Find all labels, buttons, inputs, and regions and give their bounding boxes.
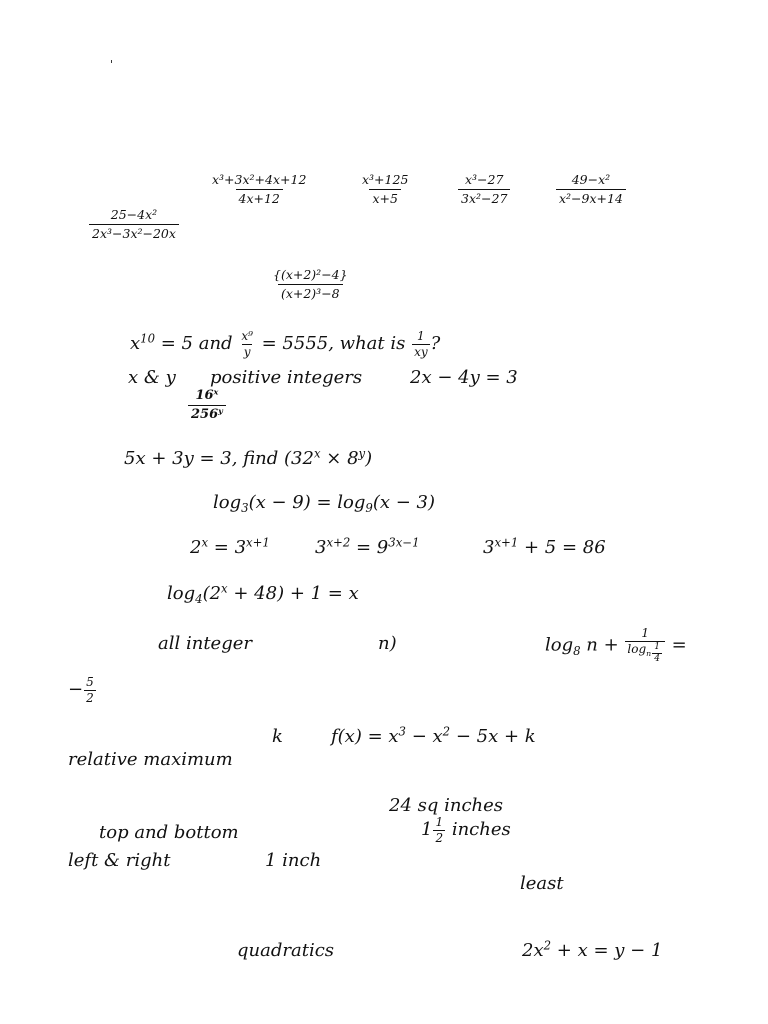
problem-2-fraction-den: 256ʸ — [188, 405, 226, 422]
problem-7-equation: $\log_8 n$ + 1 $\log_{n \frac{1}{4}}$ = — [545, 626, 687, 665]
fraction-6 — [270, 268, 351, 301]
fraction-1 — [209, 173, 309, 206]
fraction-3-num: x³−27 — [464, 172, 504, 187]
fraction-2-den: x+5 — [369, 189, 400, 206]
problem-2-equation: 2x − 4y = 3 — [410, 367, 518, 388]
fraction-4-num: 49−x² — [571, 172, 611, 187]
fraction-6-den: (x+2)³−8 — [278, 284, 343, 301]
problem-2-label: positive integers — [210, 367, 363, 388]
problem-7-label: all integer — [158, 633, 252, 654]
problem-9-inch: 1 inch — [265, 850, 322, 871]
fraction-3 — [458, 173, 510, 206]
problem-4: $\log_3(x - 9) = \log_9(x - 3)$ — [213, 492, 436, 516]
problem-8-label: relative maximum — [68, 749, 233, 770]
problem-10-equation: $2x^2 + x = y - 1$ — [522, 938, 663, 961]
problem-10-label: quadratics — [237, 940, 335, 961]
problem-1: $x^{10} = 5$ and $\frac{\text{x⁹}}{y}$ = 5555, what is $\frac{1}{xy}$ ? — [130, 329, 441, 359]
problem-2-fraction-num: 16ˣ — [195, 388, 219, 403]
fraction-4 — [556, 173, 626, 206]
fraction-1-den: 4x+12 — [236, 189, 283, 206]
problem-8-k: k — [272, 726, 283, 747]
stray-mark: ' — [110, 58, 114, 71]
fraction-2 — [359, 173, 411, 206]
problem-5a: $2^x = 3^{x+1}$ — [190, 535, 270, 558]
problem-9-least: least — [520, 873, 564, 894]
problem-5c: $3^{x+1} + 5 = 86$ — [483, 535, 606, 558]
problem-2-vars: x & y — [128, 367, 176, 388]
problem-7-var: n) — [378, 633, 397, 654]
problem-9-top-bottom: top and bottom — [99, 822, 239, 843]
fraction-3-den: 3x²−27 — [458, 189, 510, 206]
problem-5b: $3^{x+2} = 9^{3x-1}$ — [315, 535, 420, 558]
problem-9-area: 24 sq inches — [389, 795, 504, 816]
problem-2-fraction — [188, 389, 226, 423]
fraction-5 — [89, 208, 179, 241]
fraction-2-num: x³+125 — [362, 172, 409, 187]
problem-9-left-right: left & right — [68, 850, 171, 871]
problem-7-result: − $\frac{5}{2}$ — [68, 675, 94, 705]
fraction-4-den: x²−9x+14 — [556, 189, 626, 206]
fraction-6-num: {(x+2)²−4} — [273, 267, 348, 282]
fraction-5-den: 2x³−3x²−20x — [89, 224, 179, 241]
problem-3: 5x + 3y = 3, find $(32^x \times 8^y)$ — [124, 446, 373, 469]
fraction-5-num: 25−4x² — [110, 207, 158, 222]
problem-8-function: $f(x) = x^3 - x^2 - 5x + k$ — [331, 724, 536, 747]
fraction-1-num: x³+3x²+4x+12 — [212, 172, 307, 187]
problem-9-margin: 1 $\frac{1}{2}$ inches — [421, 815, 511, 845]
problem-6: $\log_4(2^x + 48) + 1 = x$ — [167, 581, 359, 607]
